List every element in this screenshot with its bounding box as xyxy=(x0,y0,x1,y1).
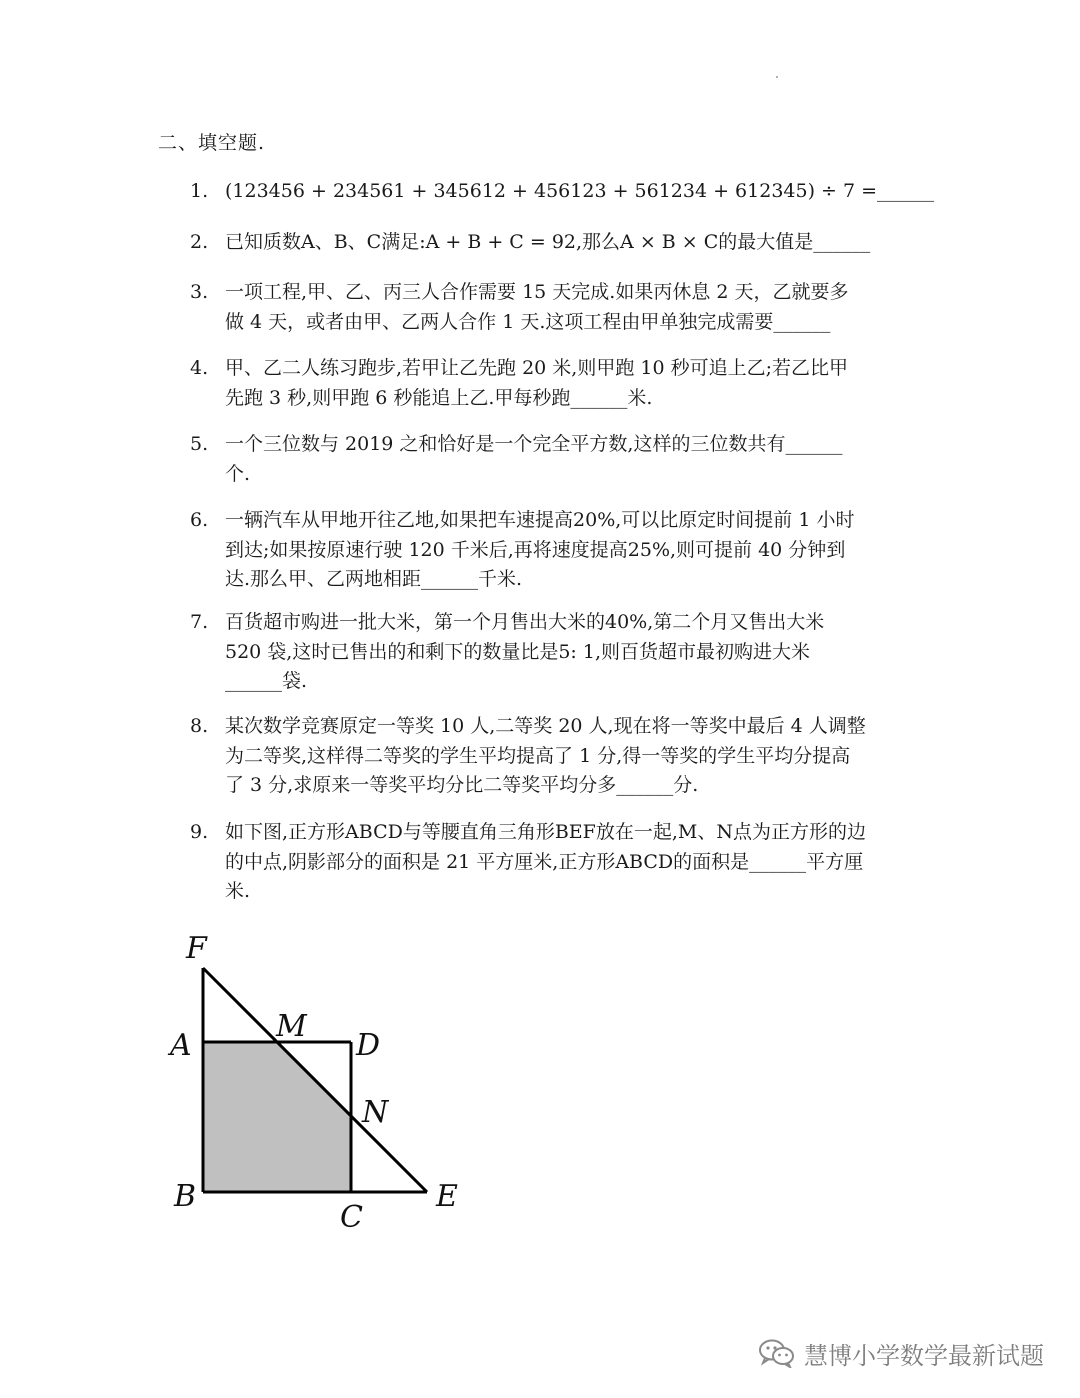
question-item xyxy=(190,354,930,413)
question-text xyxy=(225,430,930,489)
question-line: 米. xyxy=(225,880,251,902)
label-M: M xyxy=(276,1009,307,1044)
question-item xyxy=(190,712,930,801)
label-D: D xyxy=(356,1028,381,1063)
question-number: 5. xyxy=(190,433,209,455)
question-number: 3. xyxy=(190,281,209,303)
question-text xyxy=(225,228,930,258)
question-number: 7. xyxy=(190,611,209,633)
question-line: 个. xyxy=(225,462,251,485)
question-line: 某次数学竞赛原定一等奖 10 人,二等奖 20 人,现在将一等奖中最后 4 人调整 xyxy=(225,715,866,737)
geometry-diagram xyxy=(160,928,470,1238)
question-line: ______袋. xyxy=(225,670,308,692)
question-text xyxy=(225,712,930,801)
question-item xyxy=(190,506,930,595)
question-number: 2. xyxy=(190,231,209,253)
question-number: 8. xyxy=(190,715,209,737)
question-number: 1. xyxy=(190,180,209,202)
question-text xyxy=(225,818,930,907)
wechat-icon xyxy=(758,1338,796,1368)
watermark xyxy=(758,1336,1044,1370)
question-line: 一个三位数与 2019 之和恰好是一个完全平方数,这样的三位数共有______ xyxy=(225,433,843,455)
question-text xyxy=(225,506,930,595)
question-line: (123456 + 234561 + 345612 + 456123 + 561234 + 612345) ÷ 7 =______ xyxy=(225,180,935,202)
question-item xyxy=(190,278,930,337)
question-item xyxy=(190,430,930,489)
shaded-region xyxy=(203,1042,351,1192)
question-line: 520 袋,这时已售出的和剩下的数量比是5: 1,则百货超市最初购进大米 xyxy=(225,640,811,663)
question-line: 了 3 分,求原来一等奖平均分比二等奖平均分多______分. xyxy=(225,774,699,796)
question-line: 一项工程,甲、乙、丙三人合作需要 15 天完成.如果丙休息 2 天，乙就要多 xyxy=(225,281,849,303)
question-item xyxy=(190,818,930,907)
question-line: 到达;如果按原速行驶 120 千米后,再将速度提高25%,则可提前 40 分钟到 xyxy=(225,538,846,561)
question-line: 做 4 天，或者由甲、乙两人合作 1 天.这项工程由甲单独完成需要______ xyxy=(225,310,831,333)
question-text xyxy=(225,354,930,413)
label-C: C xyxy=(340,1200,363,1235)
question-text xyxy=(225,608,930,697)
watermark-text: 慧博小学数学最新试题 xyxy=(804,1341,1044,1370)
scan-speck xyxy=(776,76,778,78)
question-item xyxy=(190,228,930,258)
label-F: F xyxy=(186,931,207,966)
label-E: E xyxy=(436,1179,458,1214)
question-number: 4. xyxy=(190,357,209,379)
question-line: 达.那么甲、乙两地相距______千米. xyxy=(225,568,523,590)
question-text xyxy=(225,278,930,337)
label-N: N xyxy=(362,1095,389,1130)
section-title: 二、填空题. xyxy=(158,132,266,154)
question-text xyxy=(225,177,935,207)
question-line: 一辆汽车从甲地开往乙地,如果把车速提高20%,可以比原定时间提前 1 小时 xyxy=(225,509,855,531)
question-item xyxy=(190,608,930,697)
question-line: 先跑 3 秒,则甲跑 6 秒能追上乙.甲每秒跑______米. xyxy=(225,386,653,409)
label-A: A xyxy=(170,1028,192,1063)
question-number: 6. xyxy=(190,509,209,531)
question-line: 甲、乙二人练习跑步,若甲让乙先跑 20 米,则甲跑 10 秒可追上乙;若乙比甲 xyxy=(225,357,848,379)
label-B: B xyxy=(174,1179,197,1214)
question-line: 百货超市购进一批大米，第一个月售出大米的40%,第二个月又售出大米 xyxy=(225,611,825,633)
question-line: 已知质数A、B、C满足:A + B + C = 92,那么A × B × C的最大值是______ xyxy=(225,231,871,253)
question-number: 9. xyxy=(190,821,209,843)
question-line: 为二等奖,这样得二等奖的学生平均提高了 1 分,得一等奖的学生平均分提高 xyxy=(225,744,851,767)
question-item xyxy=(190,177,935,207)
question-line: 的中点,阴影部分的面积是 21 平方厘米,正方形ABCD的面积是______平方厘 xyxy=(225,850,864,873)
question-line: 如下图,正方形ABCD与等腰直角三角形BEF放在一起,M、N点为正方形的边 xyxy=(225,821,866,843)
